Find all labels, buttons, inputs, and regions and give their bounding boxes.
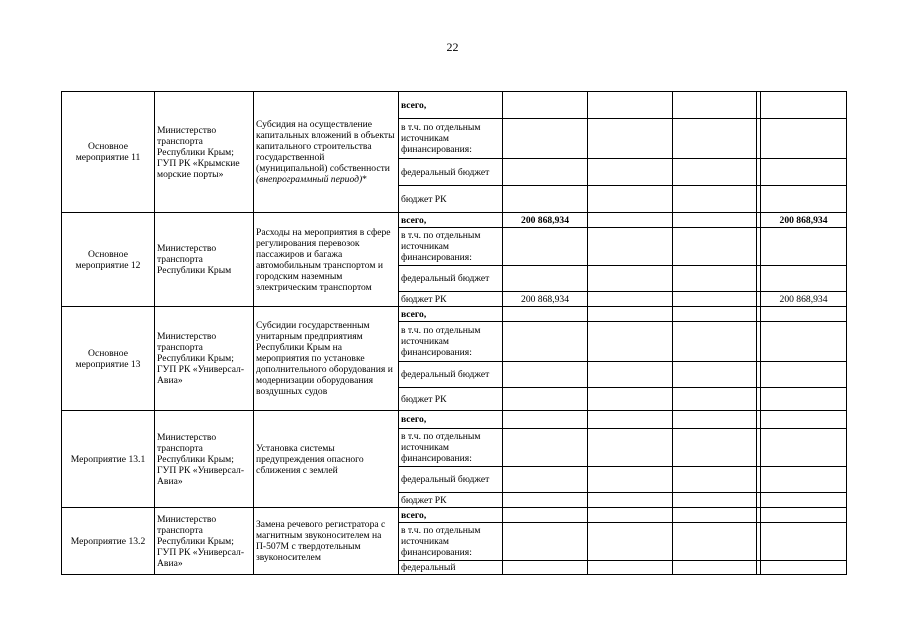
source-total: всего, [399,508,503,523]
page-number: 22 [446,40,459,54]
source-regional: бюджет РК [399,493,503,508]
value-cell [588,307,673,322]
source-federal: федеральный бюджет [399,362,503,388]
value-cell: 200 868,934 [503,292,588,307]
source-federal: федеральный бюджет [399,467,503,493]
measure-cell: Основное мероприятие 11 [62,92,155,213]
value-cell [761,411,847,429]
description-cell: Расходы на мероприятия в сфере регулирования перевозок пассажиров и багажа автомобильным транспортом и городским наземным электрическим транспортом [254,213,399,307]
source-total: всего, [399,213,503,228]
measure-cell: Мероприятие 13.2 [62,508,155,575]
source-including: в т.ч. по отдельным источникам финансирования: [399,119,503,159]
measure-cell: Мероприятие 13.1 [62,411,155,508]
value-cell [673,92,757,119]
value-cell [588,508,673,523]
source-including: в т.ч. по отдельным источникам финансирования: [399,429,503,467]
program-table [61,91,847,575]
table-row [62,307,847,322]
value-cell [761,92,847,119]
note-asterisk: * [362,174,367,185]
value-cell [588,213,673,228]
table-row [62,508,847,523]
measure-cell: Основное мероприятие 13 [62,307,155,411]
value-cell [761,307,847,322]
source-federal: федеральный бюджет [399,266,503,292]
source-regional: бюджет РК [399,388,503,411]
source-total: всего, [399,411,503,429]
value-cell: 200 868,934 [761,213,847,228]
value-cell [761,508,847,523]
value-cell [673,493,757,508]
source-federal: федеральный бюджет [399,159,503,186]
value-cell [761,186,847,213]
value-cell [673,213,757,228]
value-cell [761,493,847,508]
value-cell [503,186,588,213]
source-total: всего, [399,307,503,322]
value-cell [588,493,673,508]
value-cell [503,92,588,119]
value-cell: 200 868,934 [761,292,847,307]
measure-cell: Основное мероприятие 12 [62,213,155,307]
note-text: (внепрограммный период) [256,174,363,185]
value-cell [588,388,673,411]
source-regional: бюджет РК [399,186,503,213]
source-regional: бюджет РК [399,292,503,307]
value-cell [761,388,847,411]
description-cell: Установка системы предупреждения опасного сближения с землей [254,411,399,508]
executor-cell: Министерство транспорта Республики Крым [155,213,254,307]
executor-cell: Министерство транспорта Республики Крым; ГУП РК «Универсал-Авиа» [155,508,254,575]
source-total: всего, [399,92,503,119]
value-cell [673,307,757,322]
value-cell [588,292,673,307]
executor-cell: Министерство транспорта Республики Крым; ГУП РК «Универсал-Авиа» [155,307,254,411]
value-cell [588,411,673,429]
description-cell [254,92,399,213]
description-cell: Замена речевого регистратора с магнитным звуконосителем на П-507М с твердотельным звуконосителем [254,508,399,575]
value-cell [673,508,757,523]
value-cell [503,493,588,508]
value-cell [503,307,588,322]
table-row [62,411,847,429]
executor-cell: Министерство транспорта Республики Крым; ГУП РК «Универсал-Авиа» [155,411,254,508]
source-federal-cut: федеральный [399,561,503,575]
value-cell [588,92,673,119]
value-cell: 200 868,934 [503,213,588,228]
value-cell [673,411,757,429]
value-cell [673,292,757,307]
value-cell [588,186,673,213]
value-cell [673,388,757,411]
description-text: Субсидия на осуществление капитальных вложений в объекты капитального строительства государственной (муниципальной) собственности [256,119,395,174]
executor-cell: Министерство транспорта Республики Крым; ГУП РК «Крымские морские порты» [155,92,254,213]
value-cell [503,411,588,429]
value-cell [673,186,757,213]
source-including: в т.ч. по отдельным источникам финансирования: [399,523,503,561]
value-cell [503,508,588,523]
value-cell [503,388,588,411]
source-including: в т.ч. по отдельным источникам финансирования: [399,322,503,362]
source-including: в т.ч. по отдельным источникам финансирования: [399,228,503,266]
table-row [62,92,847,119]
table-row [62,213,847,228]
description-cell: Субсидии государственным унитарным предприятиям Республики Крым на мероприятия по установке дополнительного оборудования и модернизации оборудования воздушных судов [254,307,399,411]
